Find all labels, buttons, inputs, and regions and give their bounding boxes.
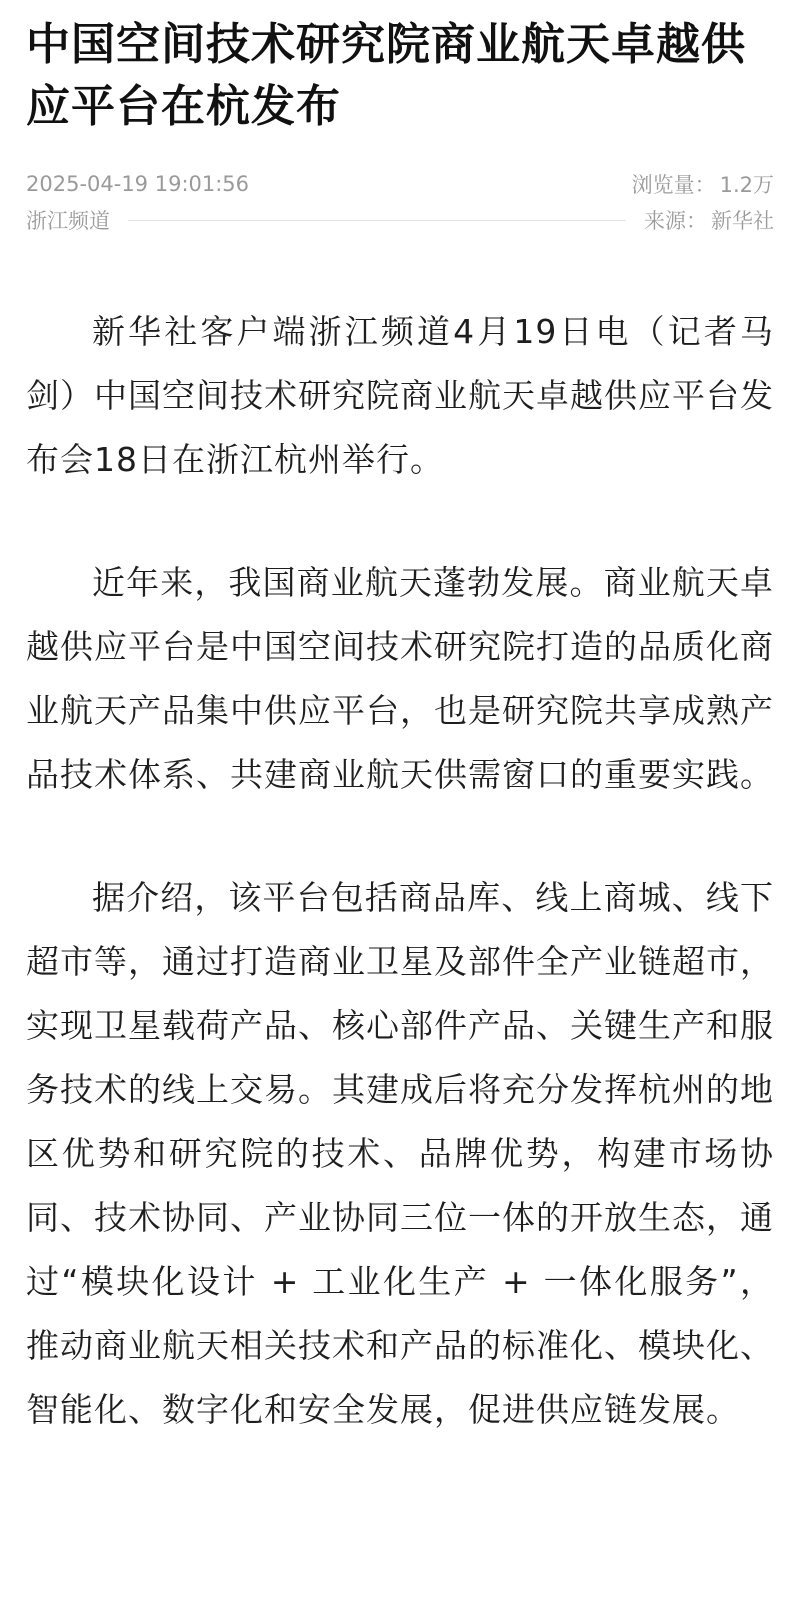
view-count — [632, 169, 774, 199]
source-label: 来源： — [644, 209, 707, 233]
view-count-label: 浏览量： — [631, 173, 716, 197]
article — [26, 14, 774, 1501]
paragraph: 近年来，我国商业航天蓬勃发展。商业航天卓越供应平台是中国空间技术研究院打造的品质化商业航天产品集中供应平台，也是研究院共享成熟产品技术体系、共建商业航天供需窗口的重要实践。 — [26, 563, 774, 794]
meta-row-bottom — [26, 202, 774, 238]
publish-timestamp: 2025-04-19 19:01:56 — [26, 172, 250, 196]
meta-row-top — [26, 166, 774, 202]
article-source — [644, 205, 774, 235]
view-count-value: 1.2万 — [719, 173, 774, 197]
source-value: 新华社 — [711, 209, 774, 233]
article-body — [26, 300, 774, 1442]
meta-divider — [128, 220, 626, 221]
channel-link[interactable]: 浙江频道 — [26, 209, 110, 233]
article-title: 中国空间技术研究院商业航天卓越供应平台在杭发布 — [26, 19, 746, 132]
paragraph: 新华社客户端浙江频道4月19日电（记者马剑）中国空间技术研究院商业航天卓越供应平台发布会18日在浙江杭州举行。 — [26, 312, 774, 479]
article-meta — [26, 166, 774, 238]
paragraph: 据介绍，该平台包括商品库、线上商城、线下超市等，通过打造商业卫星及部件全产业链超市，实现卫星载荷产品、核心部件产品、关键生产和服务技术的线上交易。其建成后将充分发挥杭州的地区优势和研究院的技术、品牌优势，构建市场协同、技术协同、产业协同三位一体的开放生态，通过“模块化设计 + 工业化生产 + 一体化服务”，推动商业航天相关技术和产品的标准化、模块化、智能化、数字化和安全发展，促进供应链发展。 — [26, 878, 774, 1429]
